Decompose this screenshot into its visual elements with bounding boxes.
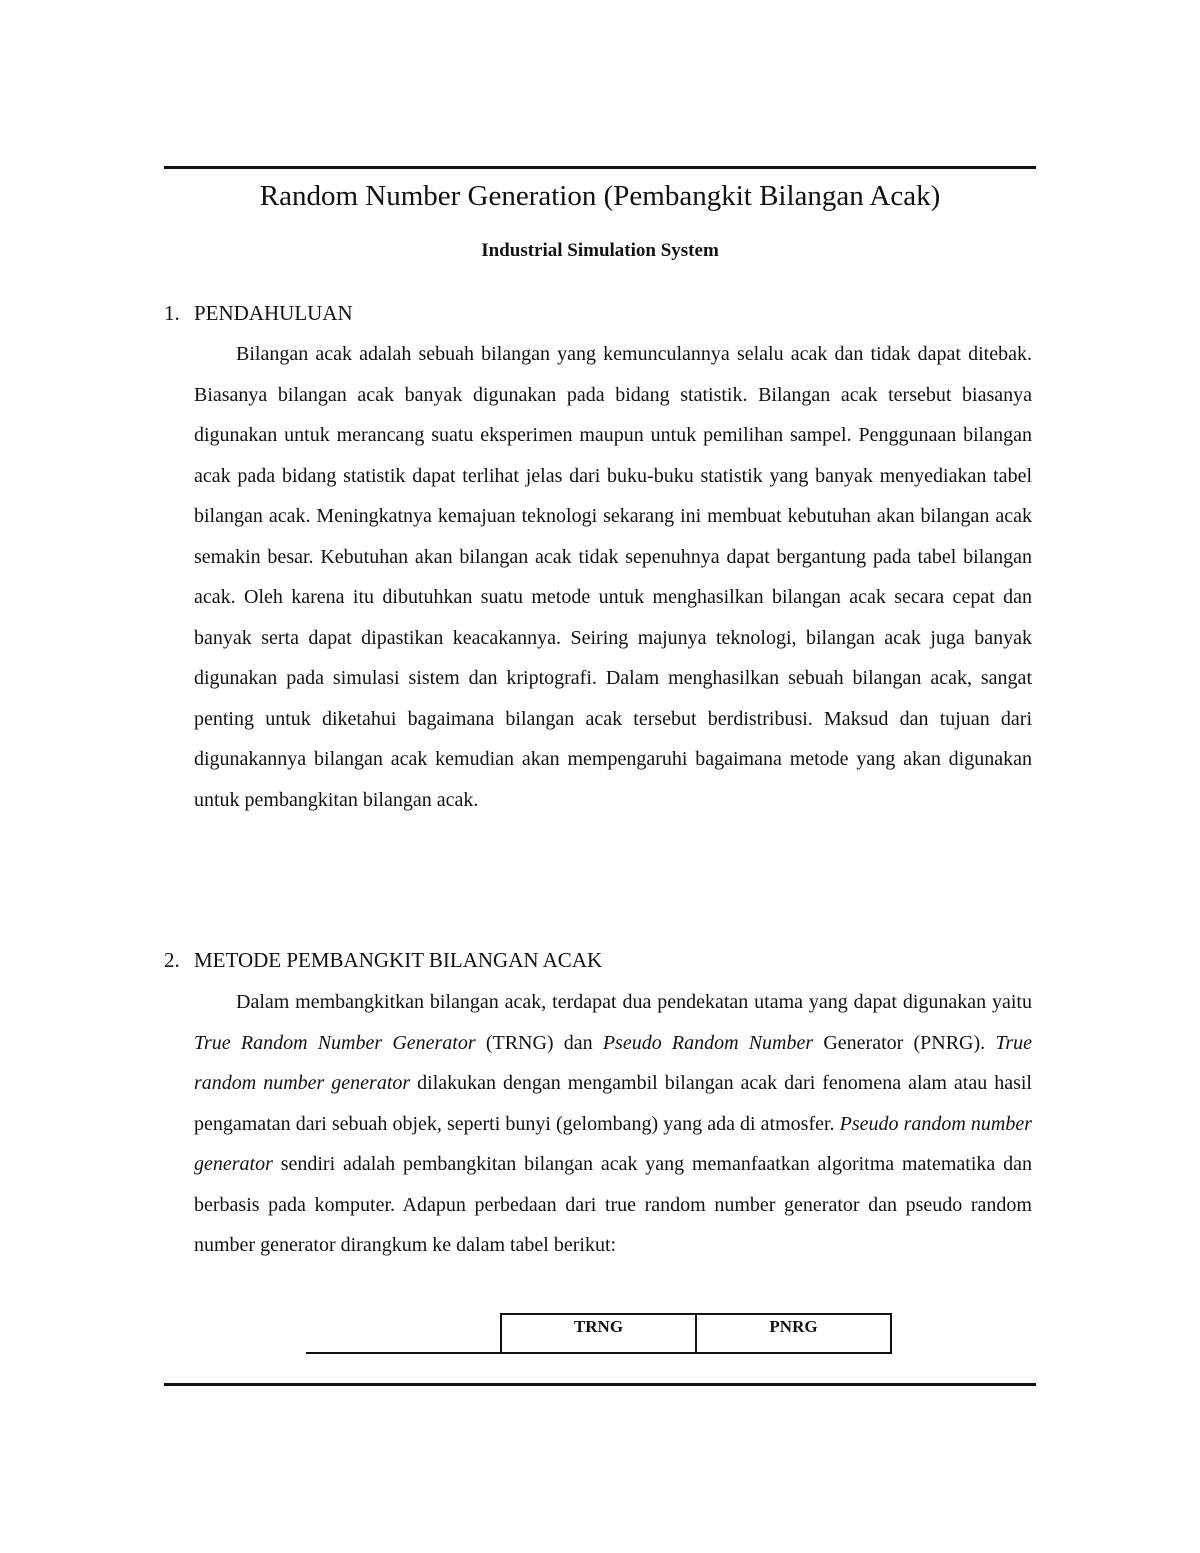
section-1-title: PENDAHULUAN xyxy=(194,301,353,325)
italic-term: Pseudo Random Number xyxy=(602,1031,814,1054)
paragraph-text: sendiri adalah pembangkitan bilangan acak yang memanfaatkan algoritma matematika dan berbasis pada komputer. Adapun perbedaan dari true random number generator dan pseudo random number generator dirangkum ke dalam tabel berikut: xyxy=(194,1153,1032,1256)
comparison-table xyxy=(306,1313,892,1354)
section-2-paragraph xyxy=(194,982,1032,1266)
paragraph-text: dilakukan dengan mengambil bilangan acak dari fenomena alam atau hasil pengamatan dari sebuah objek, seperti bunyi (gelombang) yang ada di atmosfer. xyxy=(194,1072,1032,1135)
section-1-number: 1. xyxy=(164,301,180,325)
document-subtitle: Industrial Simulation System xyxy=(481,240,719,261)
bottom-rule xyxy=(164,1383,1036,1386)
top-rule xyxy=(164,166,1036,169)
section-2-number: 2. xyxy=(164,948,180,972)
section-1-paragraph: Bilangan acak adalah sebuah bilangan yang kemunculannya selalu acak dan tidak dapat ditebak. Biasanya bilangan acak banyak digunakan pada bidang statistik. Bilangan acak tersebut biasanya digunakan untuk merancang suatu eksperimen maupun untuk pemilihan sampel. Penggunaan bilangan acak pada bidang statistik dapat terlihat jelas dari buku-buku statistik yang banyak menyediakan tabel bilangan acak. Meningkatnya kemajuan teknologi sekarang ini membuat kebutuhan akan bilangan acak semakin besar. Kebutuhan akan bilangan acak tidak sepenuhnya dapat bergantung pada tabel bilangan acak. Oleh karena itu dibutuhkan suatu metode untuk menghasilkan bilangan acak secara cepat dan banyak serta dapat dipastikan keacakannya. Seiring majunya teknologi, bilangan acak juga banyak digunakan pada simulasi sistem dan kriptografi. Dalam menghasilkan sebuah bilangan acak, sangat penting untuk diketahui bagaimana bilangan acak tersebut berdistribusi. Maksud dan tujuan dari digunakannya bilangan acak kemudian akan mempengaruhi bagaimana metode yang akan digunakan untuk pembangkitan bilangan acak. xyxy=(194,343,1032,811)
paragraph-text: (TRNG) dan xyxy=(475,1031,603,1054)
section-2-heading xyxy=(164,946,602,974)
paragraph-text: Generator (PNRG). xyxy=(813,1031,996,1054)
italic-term: True Random Number Generator xyxy=(194,1031,476,1054)
italic-term: True random number generator xyxy=(194,1031,1033,1094)
section-1-heading xyxy=(164,299,353,327)
table-header-pnrg: PNRG xyxy=(696,1314,891,1353)
table-header-blank xyxy=(306,1314,501,1353)
document-title: Random Number Generation (Pembangkit Bilangan Acak) xyxy=(259,180,941,212)
table-header-trng: TRNG xyxy=(501,1314,696,1353)
table-header-row xyxy=(306,1314,891,1353)
italic-term: Pseudo random number generator xyxy=(194,1112,1032,1175)
section-2-title: METODE PEMBANGKIT BILANGAN ACAK xyxy=(194,948,603,972)
paragraph-text: Dalam membangkitkan bilangan acak, terdapat dua pendekatan utama yang dapat digunakan yaitu xyxy=(236,991,1032,1013)
